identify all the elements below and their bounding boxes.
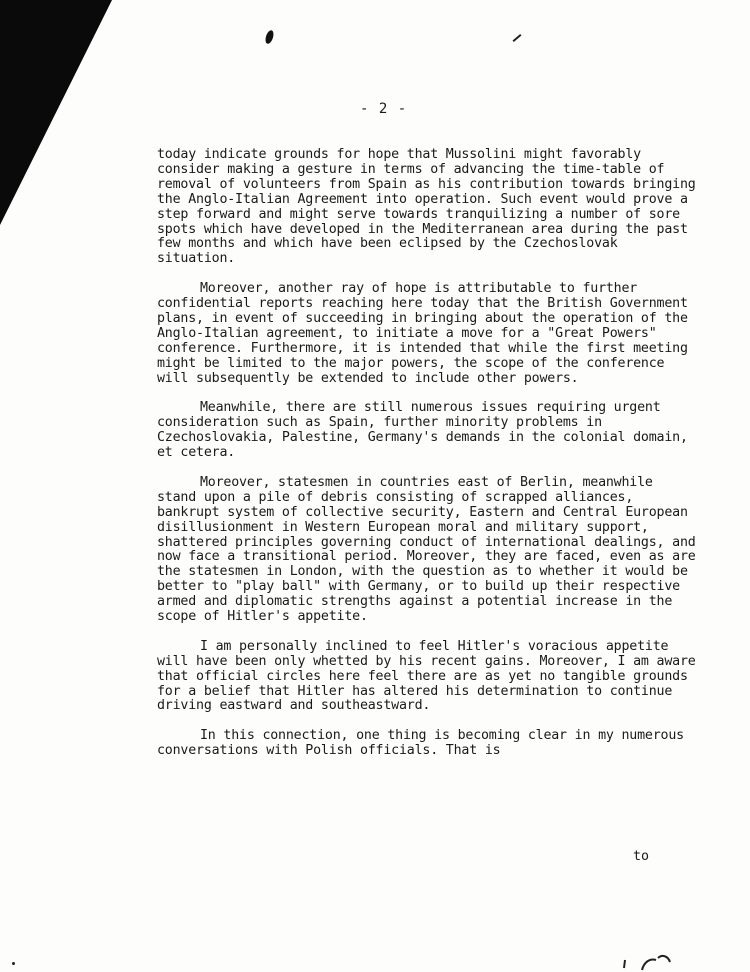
catchword: to [633, 849, 650, 864]
paragraph-statesmen: Moreover, statesmen in countries east of Berlin, meanwhile stand upon a pile of debris consisting of scrapped alliances, bankrupt system of collective security, Eastern and Central European disillusionment in Western European moral and military support, shattered principles governing conduct of international dealings, and now face a transitional period. Moreover, they are faced, even as are the statesmen in London, with the question as to whether it would be better to "play ball" with Germany, or to build up their respective armed and diplomatic strengths against a potential increase in the scope of Hitler's appetite. [157, 474, 696, 625]
letter-body [157, 148, 697, 759]
page-number: - 2 - [360, 101, 408, 117]
paragraph-continuation: today indicate grounds for hope that Mussolini might favorably consider making a gesture in terms of advancing the time-table of removal of volunteers from Spain as his contribution towards bringing the Anglo-Italian Agreement into operation. Such event would prove a step forward and might serve towards tranquilizing a number of sore spots which have developed in the Mediterranean area during the past few months and which have been eclipsed by the Czechoslovak situation. [157, 147, 696, 267]
paragraph-hitler-appetite: I am personally inclined to feel Hitler's voracious appetite will have been only whetted by his recent gains. Moreover, I am aware that official circles here feel there are as yet no tangible grounds for a belief that Hitler has altered his determination to continue driving eastward and southeastward. [157, 638, 696, 714]
ink-blot-mark [264, 29, 275, 44]
scan-corner-shadow [0, 0, 112, 225]
paragraph-polish-officials: In this connection, one thing is becoming clear in my numerous conversations with Polish officials. That is [157, 728, 684, 759]
speck-mark [12, 962, 15, 965]
pen-stroke-mark [513, 34, 522, 42]
handwritten-mark [618, 948, 678, 972]
paragraph-issues: Meanwhile, there are still numerous issues requiring urgent consideration such as Spain, further minority problems in Czechoslovakia, Palestine, Germany's demands in the colonial domain, et cetera. [157, 400, 688, 461]
paragraph-great-powers: Moreover, another ray of hope is attributable to further confidential reports reaching here today that the British Government plans, in event of succeeding in bringing about the operation of the Anglo-Italian agreement, to initiate a move for a "Great Powers" conference. Furthermore, it is intended that while the first meeting might be limited to the major powers, the scope of the conference will subsequently be extended to include other powers. [157, 281, 688, 386]
